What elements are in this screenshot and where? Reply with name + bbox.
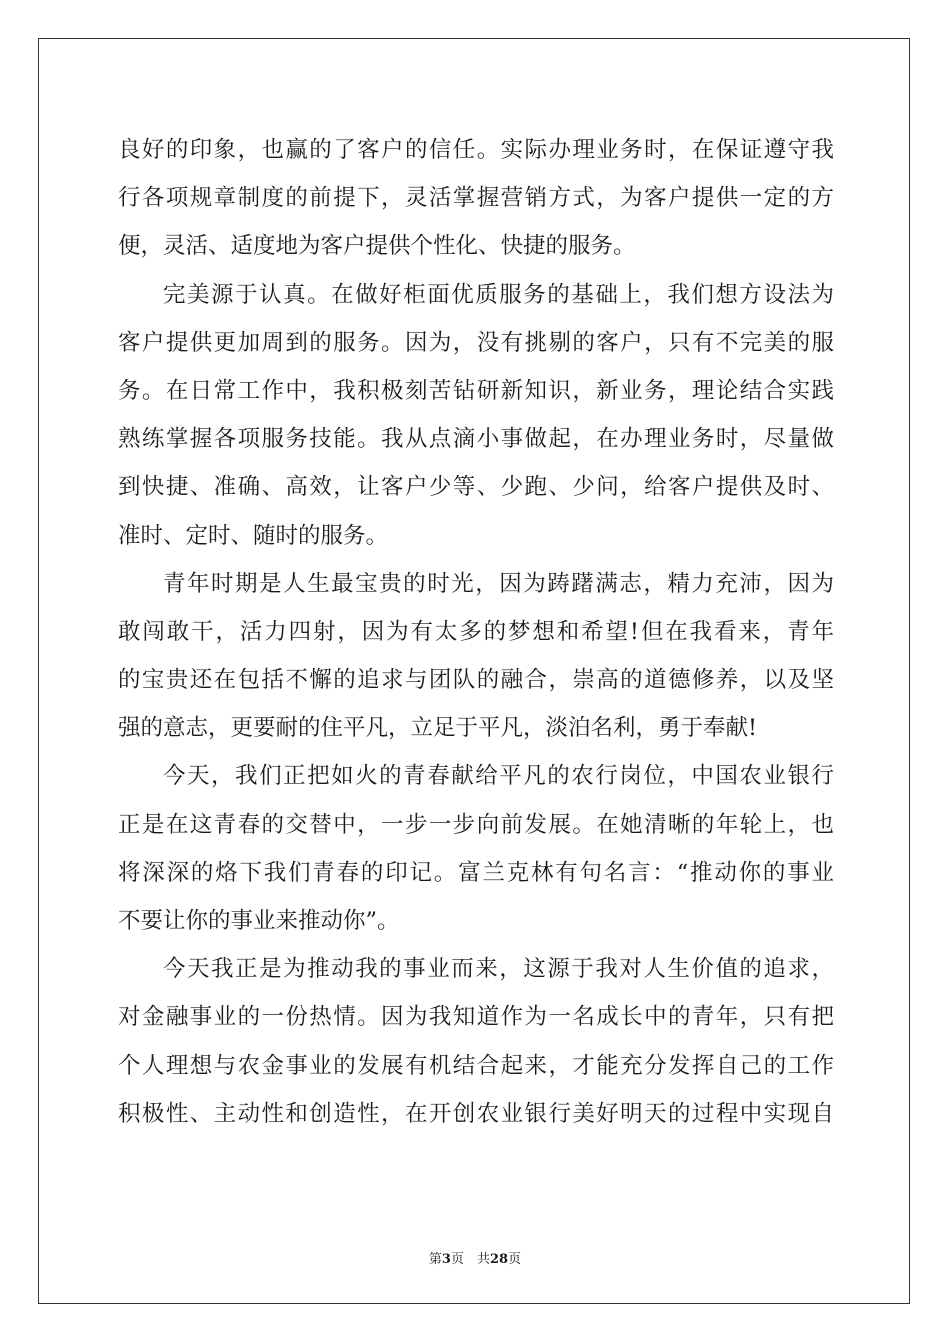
text-line: 良好的印象，也赢的了客户的信任。实际办理业务时，在保证遵守我	[118, 137, 834, 163]
text-line: 熟练掌握各项服务技能。我从点滴小事做起，在办理业务时，尽量做	[118, 426, 834, 453]
text-line: 客户提供更加周到的服务。因为，没有挑剔的客户，只有不完美的服	[118, 329, 834, 356]
text-line: 将深深的烙下我们青春的印记。富兰克林有句名言：“推动你的事业	[118, 859, 834, 886]
page-current: 3	[441, 1252, 451, 1267]
text-line: 强的意志，更要耐的住平凡，立足于平凡，淡泊名利，勇于奉献!	[118, 715, 758, 742]
page-prefix: 第	[428, 1252, 442, 1267]
text-line: 积极性、主动性和创造性，在开创农业银行美好明天的过程中实现自	[118, 1100, 834, 1127]
page-total: 28	[489, 1252, 509, 1267]
text-line: 准时、定时、随时的服务。	[118, 522, 389, 549]
text-line: 正是在这青春的交替中，一步一步向前发展。在她清晰的年轮上，也	[118, 811, 834, 838]
text-line: 完美源于认真。在做好柜面优质服务的基础上，我们想方设法为	[163, 281, 834, 308]
text-line: 便，灵活、适度地为客户提供个性化、快捷的服务。	[118, 233, 636, 260]
page-mid: 页 共	[450, 1252, 490, 1267]
text-line: 个人理想与农金事业的发展有机结合起来，才能充分发挥自己的工作	[118, 1052, 834, 1079]
paragraph-4	[118, 752, 834, 945]
page-number	[0, 1248, 950, 1267]
text-line: 的宝贵还在包括不懈的追求与团队的融合，崇高的道德修养，以及坚	[118, 667, 834, 694]
text-line: 不要让你的事业来推动你”。	[118, 908, 400, 934]
text-line: 行各项规章制度的前提下，灵活掌握营销方式，为客户提供一定的方	[118, 185, 834, 212]
paragraph-3	[118, 560, 834, 753]
text-line: 对金融事业的一份热情。因为我知道作为一名成长中的青年，只有把	[118, 1004, 834, 1031]
paragraph-1	[118, 126, 834, 271]
page-suffix: 页	[508, 1252, 522, 1267]
document-body	[118, 126, 834, 1138]
text-line: 青年时期是人生最宝贵的时光，因为踌躇满志，精力充沛，因为	[163, 570, 834, 597]
text-line: 今天我正是为推动我的事业而来，这源于我对人生价值的追求，	[163, 956, 834, 983]
text-line: 敢闯敢干，活力四射，因为有太多的梦想和希望!但在我看来，青年	[118, 618, 834, 645]
text-line: 到快捷、准确、高效，让客户少等、少跑、少问，给客户提供及时、	[118, 474, 834, 501]
text-line: 务。在日常工作中，我积极刻苦钻研新知识，新业务，理论结合实践	[118, 377, 834, 404]
paragraph-2	[118, 271, 834, 560]
paragraph-5	[118, 945, 834, 1138]
text-line: 今天，我们正把如火的青春献给平凡的农行岗位，中国农业银行	[163, 763, 834, 790]
